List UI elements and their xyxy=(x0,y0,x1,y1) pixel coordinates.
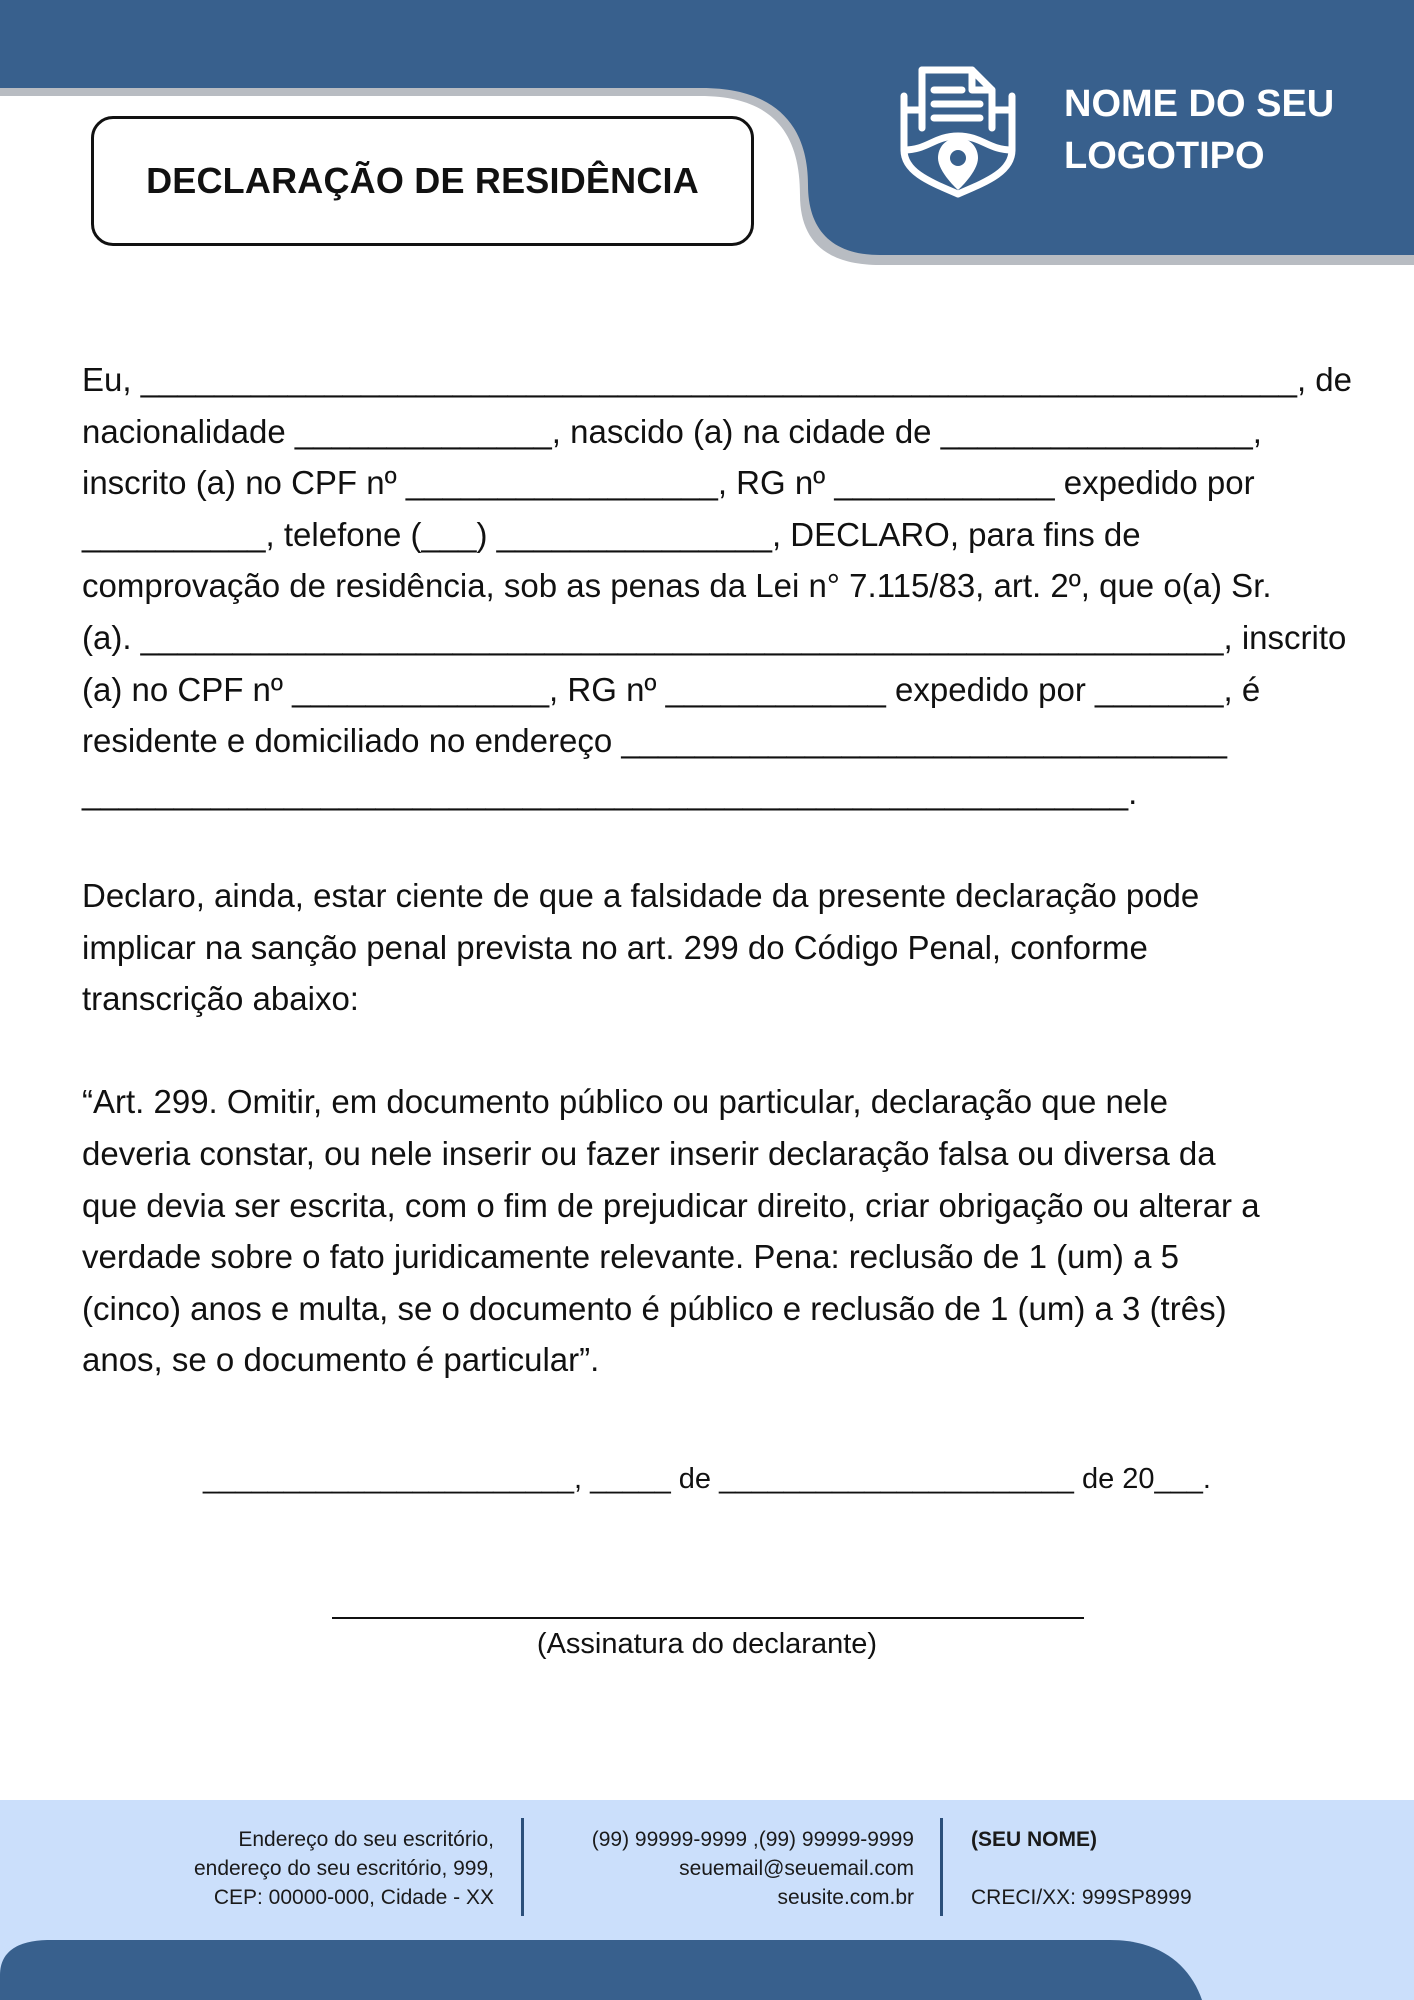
document-location-pin-icon xyxy=(900,66,1016,198)
signature-line xyxy=(332,1617,1084,1619)
logo-text xyxy=(1064,78,1384,182)
text-line: Declaro, ainda, estar ciente de que a falsidade da presente declaração pode xyxy=(82,876,1200,914)
footer-broker xyxy=(971,1825,1301,1912)
text-line: (cinco) anos e multa, se o documento é público e reclusão de 1 (um) a 3 (três) xyxy=(82,1289,1227,1327)
footer-website[interactable]: seusite.com.br xyxy=(777,1886,914,1909)
paragraph-awareness xyxy=(82,870,1334,1025)
footer-contact xyxy=(520,1825,914,1912)
logo-text-line1: NOME DO SEU xyxy=(1064,83,1335,125)
text-line: que devia ser escrita, com o fim de prejudicar direito, criar obrigação ou alterar a xyxy=(82,1186,1260,1224)
text-line: __________, telefone (___) _______________, DECLARO, para fins de xyxy=(82,515,1141,553)
text-line: comprovação de residência, sob as penas da Lei n° 7.115/83, art. 2º, que o(a) Sr. xyxy=(82,567,1272,605)
text-line: “Art. 299. Omitir, em documento público ou particular, declaração que nele xyxy=(82,1083,1168,1121)
text-line: (a). ___________________________________________________________, inscrito xyxy=(82,618,1347,656)
text-line: verdade sobre o fato juridicamente relevante. Pena: reclusão de 1 (um) a 5 xyxy=(82,1238,1179,1276)
text-line: Eu, _______________________________________________________________, de xyxy=(82,361,1352,398)
text-line: implicar na sanção penal prevista no art. 299 do Código Penal, conforme xyxy=(82,928,1148,966)
footer-address-line: CEP: 00000-000, Cidade - XX xyxy=(213,1886,494,1909)
footer-name: (SEU NOME) xyxy=(971,1828,1097,1851)
logo-text-line2: LOGOTIPO xyxy=(1064,135,1265,177)
text-line: transcrição abaixo: xyxy=(82,980,359,1018)
text-line: deveria constar, ou nele inserir ou fazer inserir declaração falsa ou diversa da xyxy=(82,1134,1216,1172)
place-date-line: _______________________, _____ de ______________________ de 20___. xyxy=(203,1463,1211,1495)
text-line: inscrito (a) no CPF nº _________________, RG nº ____________ expedido por xyxy=(82,464,1255,502)
document-title: DECLARAÇÃO DE RESIDÊNCIA xyxy=(146,160,699,201)
document-title-box xyxy=(91,116,754,246)
declaration-body xyxy=(82,354,1352,1386)
footer-phones: (99) 99999-9999 ,(99) 99999-9999 xyxy=(591,1828,914,1851)
text-line: anos, se o documento é particular”. xyxy=(82,1341,600,1379)
footer-email[interactable]: seuemail@seuemail.com xyxy=(679,1857,914,1880)
footer-address-line: endereço do seu escritório, 999, xyxy=(193,1857,494,1880)
text-line: (a) no CPF nº ______________, RG nº ____________ expedido por _______, é xyxy=(82,670,1261,708)
paragraph-identification xyxy=(82,354,1352,818)
footer-divider xyxy=(940,1818,943,1916)
signature-caption: (Assinatura do declarante) xyxy=(536,1628,878,1660)
footer-address-line: Endereço do seu escritório, xyxy=(238,1828,494,1851)
text-line: _________________________________________________________. xyxy=(82,773,1138,811)
footer-creci: CRECI/XX: 999SP8999 xyxy=(971,1886,1192,1909)
text-line: nacionalidade ______________, nascido (a) na cidade de _________________, xyxy=(82,412,1262,450)
text-line: residente e domiciliado no endereço _________________________________ xyxy=(82,722,1227,760)
footer-address xyxy=(140,1825,494,1912)
paragraph-legal-quote xyxy=(82,1076,1334,1386)
